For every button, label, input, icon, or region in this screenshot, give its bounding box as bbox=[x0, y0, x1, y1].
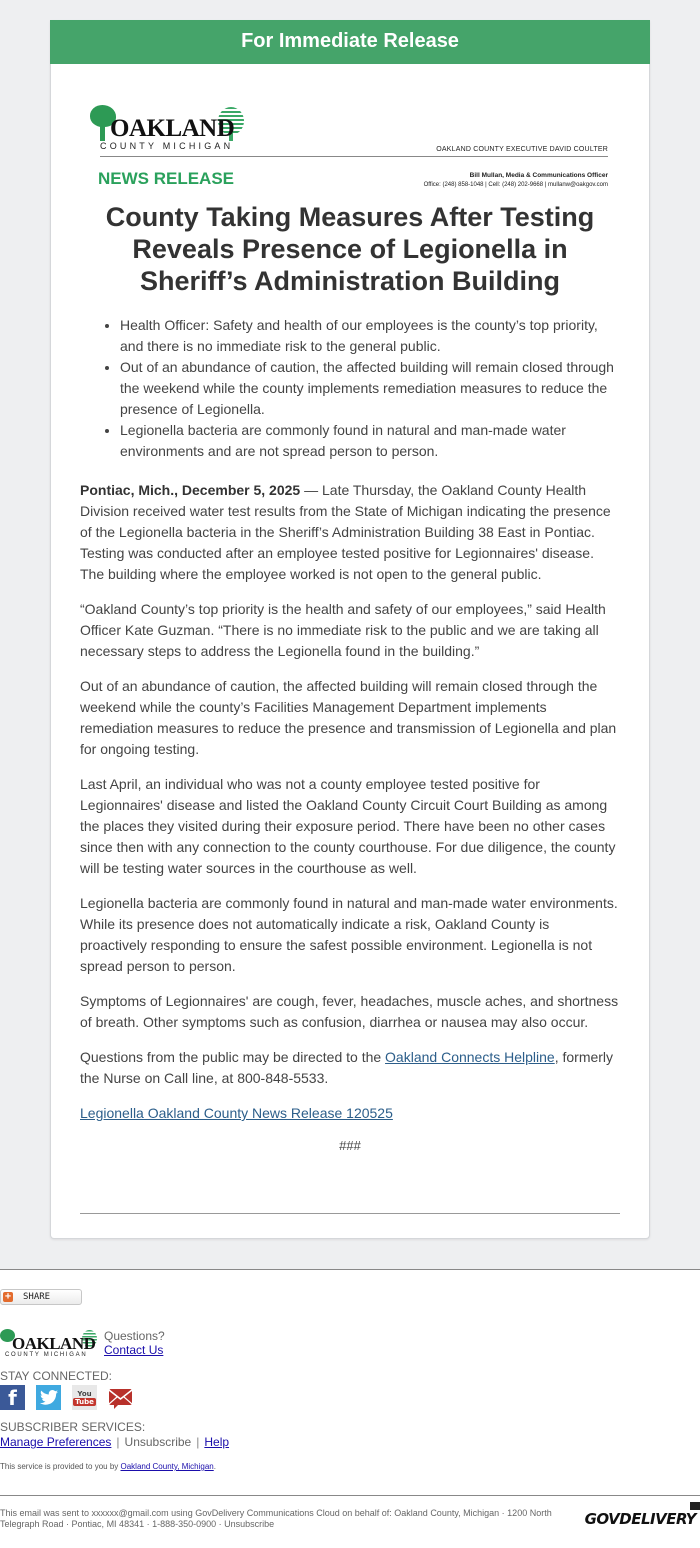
logo-wordmark: OAKLAND bbox=[12, 1334, 96, 1353]
end-mark: ### bbox=[339, 1138, 361, 1153]
body-paragraph: Symptoms of Legionnaires' are cough, fever, headaches, muscle aches, and shortness of breath. Other symptoms such as confusion, diarrhea or nausea may also occur. bbox=[80, 993, 619, 1030]
news-release-label: NEWS RELEASE bbox=[98, 169, 235, 188]
logo-subtitle: COUNTY MICHIGAN bbox=[5, 1352, 88, 1358]
release-banner: For Immediate Release bbox=[50, 20, 650, 64]
delivery-notice bbox=[0, 1496, 700, 1548]
service-notice bbox=[0, 1462, 700, 1471]
twitter-icon[interactable] bbox=[36, 1385, 61, 1410]
share-button[interactable] bbox=[0, 1289, 82, 1305]
contact-name: Bill Mullan, Media & Communications Officer bbox=[469, 172, 608, 179]
body-paragraph: Out of an abundance of caution, the affected building will remain closed through the weekend while the county’s Facilities Management Department implements remediation measures to reduce the presence and transmission of Legionella and plan for ongoing testing. bbox=[80, 678, 617, 757]
lead-text: — Late Thursday, the Oakland County Health Division received water test results from the State of Michigan indicating the presence of the Legionella bacteria in the Sheriff’s Administration Building 38 East in Pontiac. Testing was conducted after an employee tested positive for Legionnaires' disease. The building where the employee worked is not open to the general public. bbox=[80, 482, 611, 582]
email-icon[interactable] bbox=[108, 1385, 133, 1410]
helpline-link[interactable]: Oakland Connects Helpline bbox=[385, 1049, 555, 1065]
tree-trunk-icon bbox=[100, 123, 105, 141]
share-label: SHARE bbox=[23, 1292, 51, 1302]
youtube-icon[interactable] bbox=[72, 1385, 97, 1410]
email-footer bbox=[0, 1270, 700, 1548]
questions-block bbox=[104, 1329, 165, 1357]
questions-paragraph bbox=[80, 1047, 620, 1089]
footer-contact-row bbox=[0, 1329, 700, 1361]
letterhead-rule bbox=[100, 156, 608, 157]
dateline: Pontiac, Mich., December 5, 2025 bbox=[80, 482, 301, 498]
questions-label: Questions? bbox=[104, 1329, 165, 1343]
separator: | bbox=[116, 1435, 120, 1449]
news-release-card bbox=[50, 20, 650, 1239]
youtube-tube: Tube bbox=[75, 1397, 94, 1406]
article-title: County Taking Measures After Testing Reveals Presence of Legionella in Sheriff’s Administration Building bbox=[105, 202, 595, 296]
questions-text: Questions from the public may be directed to the bbox=[80, 1049, 386, 1065]
unsubscribe-link[interactable]: Unsubscribe bbox=[124, 1435, 192, 1449]
youtube-you: You bbox=[77, 1389, 92, 1398]
logo-subtitle: COUNTY MICHIGAN bbox=[100, 141, 234, 151]
body-paragraph: Last April, an individual who was not a county employee tested positive for Legionnaires' disease and listed the Oakland County Circuit Court Building as among the places they visited during their exposure period. There have been no other cases since then with any connection to the county courthouse. For due diligence, the county will be testing water sources in the courthouse as well. bbox=[80, 776, 616, 876]
oakland-county-link[interactable]: Oakland County, Michigan bbox=[120, 1462, 214, 1471]
contact-details: Office: (248) 858-1048 | Cell: (248) 202-9668 | mullanw@oakgov.com bbox=[423, 182, 608, 188]
news-release-pdf-link[interactable]: Legionella Oakland County News Release 120525 bbox=[80, 1105, 393, 1121]
envelope-icon bbox=[690, 1502, 700, 1510]
plus-icon: + bbox=[4, 1291, 12, 1302]
govdelivery-wordmark: GOVDELIVERY bbox=[584, 1510, 696, 1528]
logo-wordmark: OAKLAND bbox=[110, 115, 235, 142]
lead-paragraph bbox=[80, 480, 620, 585]
social-links bbox=[0, 1385, 700, 1410]
subscriber-services-label: SUBSCRIBER SERVICES: bbox=[0, 1420, 146, 1434]
stay-connected-label: STAY CONNECTED: bbox=[0, 1369, 113, 1383]
summary-bullets bbox=[80, 315, 620, 462]
service-notice-text: This service is provided to you by bbox=[0, 1462, 121, 1471]
contact-us-link[interactable]: Contact Us bbox=[104, 1343, 164, 1357]
release-link-paragraph bbox=[80, 1103, 620, 1124]
separator: | bbox=[196, 1435, 200, 1449]
manage-preferences-link[interactable]: Manage Preferences bbox=[0, 1435, 112, 1449]
subscriber-services bbox=[0, 1420, 700, 1450]
body-paragraph: “Oakland County’s top priority is the health and safety of our employees,” said Health Officer Kate Guzman. “There is no immediate risk to the public and we are taking all necessary steps to address the Legionella found in the building.” bbox=[80, 601, 606, 659]
bullet-item: • Out of an abundance of caution, the affected building will remain closed through the weekend while the county implements remediation measures to reduce the presence of Legionella. bbox=[120, 357, 620, 420]
article-end-rule bbox=[80, 1213, 620, 1214]
county-executive: OAKLAND COUNTY EXECUTIVE DAVID COULTER bbox=[436, 146, 608, 153]
oakland-county-logo bbox=[90, 103, 250, 155]
sent-notice: This email was sent to xxxxxx@gmail.com using GovDelivery Communications Cloud on behalf of: Oakland County, Michigan · 1200 North Telegraph Road · Pontiac, MI 48341 · 1-888-350-0900 · Unsubscribe bbox=[0, 1508, 552, 1529]
questions-text-end: , formerly the Nurse on Call line, at 800-848-5533. bbox=[80, 1049, 614, 1086]
help-link[interactable]: Help bbox=[204, 1435, 230, 1449]
body-paragraph: Legionella bacteria are commonly found in natural and man-made water environments. While its presence does not automatically indicate a risk, Oakland County is proactively responding to ensure the safest possible environment. Legionella is not spread person to person. bbox=[80, 895, 618, 974]
govdelivery-logo bbox=[585, 1510, 696, 1528]
oakland-county-footer-logo bbox=[0, 1329, 100, 1361]
media-contact bbox=[424, 171, 608, 190]
service-notice-end: . bbox=[213, 1462, 216, 1471]
bullet-item: • Legionella bacteria are commonly found in natural and man-made water environments and are not spread person to person. bbox=[120, 420, 620, 462]
bullet-item: • Health Officer: Safety and health of our employees is the county’s top priority, and there is no immediate risk to the general public. bbox=[120, 315, 620, 357]
facebook-icon[interactable]: f bbox=[0, 1385, 25, 1410]
